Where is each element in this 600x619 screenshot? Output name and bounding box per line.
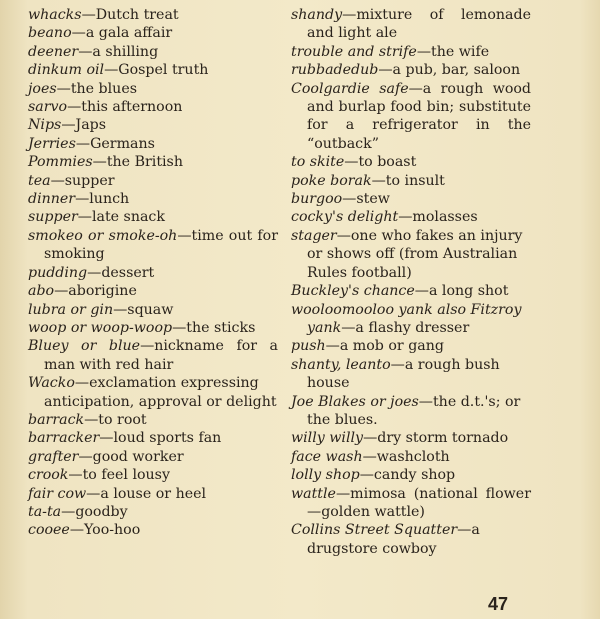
glossary-entry [28,411,278,429]
slang-definition: —stew [342,191,390,208]
slang-term: wooloomooloo yank also Fitzroy yank [291,301,522,336]
glossary-entry [291,429,531,447]
glossary-entry [28,153,278,171]
slang-definition: —squaw [113,301,174,318]
slang-term: stager [291,227,337,244]
glossary-entry [28,43,278,61]
slang-term: rubbadedub [291,62,379,79]
slang-definition: —Yoo-hoo [69,522,141,539]
glossary-entry [291,61,531,79]
glossary-entry [291,227,531,282]
glossary-entry [291,448,531,466]
slang-definition: —the sticks [172,319,256,336]
glossary-entry [28,337,278,374]
glossary-entry [28,503,278,521]
slang-definition: —loud sports fan [99,430,222,447]
glossary-entry [28,61,278,79]
slang-term: to skite [291,154,345,171]
slang-term: woop or woop-woop [28,319,173,336]
slang-term: trouble and strife [291,43,417,60]
glossary-entry [28,172,278,190]
slang-term: lubra or gin [28,301,114,318]
slang-definition: —a rough wood and burlap food bin; substitute for a refrigerator in the “outback” [307,80,531,152]
slang-term: shanty, leanto [291,356,391,373]
slang-term: grafter [28,448,79,465]
slang-definition: —to insult [371,172,445,189]
slang-definition: —exclamation expressing anticipation, approval or delight [44,375,277,410]
slang-definition: —a flashy dresser [341,319,470,336]
slang-definition: —a pub, bar, saloon [378,62,521,79]
glossary-entry [291,301,531,338]
glossary-entry [28,485,278,503]
slang-definition: —lunch [75,191,130,208]
glossary-entry [291,466,531,484]
slang-definition: —a gala affair [71,25,173,42]
slang-definition: —to boast [344,154,417,171]
slang-definition: —molasses [398,209,478,226]
slang-term: crook [28,467,69,484]
slang-term: dinkum oil [28,62,105,79]
glossary-entry [28,6,278,24]
slang-definition: —Gospel truth [104,62,209,79]
glossary-left-column [28,6,278,540]
slang-term: barrack [28,411,85,428]
glossary-entry [28,135,278,153]
slang-definition: —Japs [61,117,107,134]
glossary-entry [28,374,278,411]
glossary-entry [28,227,278,264]
slang-definition: —dessert [87,264,155,281]
slang-term: ta-ta [28,503,62,520]
glossary-entry [291,282,531,300]
slang-definition: —nickname for a man with red hair [44,338,279,373]
slang-term: supper [28,209,78,226]
slang-definition: —mimosa (national flower—golden wattle) [307,485,531,520]
slang-term: smokeo or smoke-oh [28,227,178,244]
slang-definition: —a shilling [78,43,159,60]
slang-definition: —a louse or heel [86,485,207,502]
glossary-right-column [291,6,531,558]
glossary-entry [291,356,531,393]
slang-definition: —one who fakes an injury or shows off (from Australian Rules football) [307,227,523,281]
slang-definition: —good worker [78,448,184,465]
glossary-entry [28,98,278,116]
slang-definition: —candy shop [359,467,456,484]
slang-term: Bluey or blue [28,338,141,355]
glossary-entry [291,485,531,522]
glossary-entry [28,282,278,300]
glossary-entry [28,521,278,539]
glossary-entry [28,208,278,226]
slang-term: Pommies [28,154,93,171]
slang-term: Coolgardie safe [291,80,409,97]
glossary-entry [291,208,531,226]
glossary-entry [28,190,278,208]
slang-term: wattle [291,485,336,502]
glossary-entry [28,448,278,466]
glossary-entry [291,80,531,154]
slang-term: cooee [28,522,70,539]
slang-term: dinner [28,191,76,208]
slang-term: burgoo [291,191,343,208]
slang-term: Nips [28,117,62,134]
glossary-entry [291,521,531,558]
slang-definition: —a mob or gang [325,338,444,355]
slang-definition: —dry storm tornado [363,430,509,447]
slang-definition: —supper [50,172,115,189]
slang-term: Joe Blakes or joes [291,393,419,410]
glossary-entry [28,466,278,484]
slang-definition: —goodby [61,503,128,520]
slang-definition: —aborigine [54,283,137,300]
slang-term: sarvo [28,99,68,116]
slang-term: deener [28,43,79,60]
glossary-entry [28,24,278,42]
slang-term: push [291,338,326,355]
slang-definition: —mixture of lemonade and light ale [307,7,531,42]
slang-term: whacks [28,7,82,23]
slang-definition: —washcloth [362,448,450,465]
slang-term: lolly shop [291,467,360,484]
slang-definition: —the wife [416,43,490,60]
slang-term: Buckley's chance [291,283,415,300]
glossary-entry [291,172,531,190]
glossary-entry [28,301,278,319]
glossary-entry [28,116,278,134]
slang-term: tea [28,172,51,189]
slang-term: face wash [291,448,363,465]
slang-definition: —to feel lousy [68,467,170,484]
slang-definition: —to root [84,411,147,428]
slang-term: shandy [291,7,343,23]
slang-term: poke borak [291,172,372,189]
page-number: 47 [488,594,509,614]
glossary-entry [28,319,278,337]
slang-definition: —time out for smoking [44,227,278,263]
glossary-entry [291,43,531,61]
slang-term: joes [28,80,57,97]
slang-term: beano [28,25,72,42]
slang-term: fair cow [28,485,87,502]
slang-definition: —the d.t.'s; or the blues. [307,393,521,428]
slang-term: willy willy [291,430,364,447]
slang-definition: —the blues [56,80,137,97]
slang-definition: —a rough bush house [307,356,500,392]
glossary-entry [28,80,278,98]
glossary-entry [28,264,278,282]
slang-term: cocky's delight [291,209,399,226]
slang-term: abo [28,283,55,300]
slang-definition: —Dutch treat [81,7,179,23]
slang-definition: —late snack [77,209,165,226]
slang-definition: —Germans [75,135,155,152]
slang-term: Jerries [28,135,76,152]
glossary-entry [291,190,531,208]
slang-term: Collins Street Squatter [291,522,458,539]
glossary-entry [291,393,531,430]
slang-term: barracker [28,430,100,447]
slang-definition: —a drugstore cowboy [307,522,480,557]
slang-definition: —the British [92,154,183,171]
slang-term: Wacko [28,375,75,392]
slang-definition: —a long shot [414,283,509,300]
glossary-entry [291,153,531,171]
slang-term: pudding [28,264,88,281]
glossary-entry [291,337,531,355]
glossary-entry [291,6,531,43]
glossary-entry [28,429,278,447]
slang-definition: —this afternoon [67,99,183,116]
